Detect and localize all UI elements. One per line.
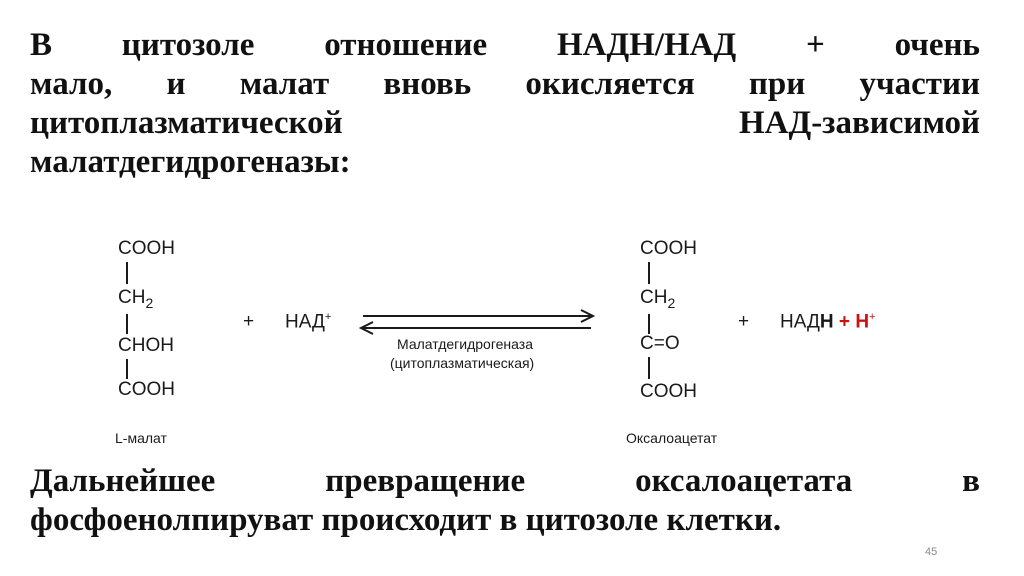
- intro-line-1: В цитозоле отношение НАДН/НАД + очень: [30, 27, 980, 63]
- oxaloacetate-bond-3: [648, 357, 650, 379]
- intro-line-4: малатдегидрогеназы:: [30, 144, 351, 180]
- oxaloacetate-co: C=O: [640, 333, 680, 354]
- proton: Н: [855, 311, 870, 333]
- conclusion-line-1: Дальнейшее превращение оксалоацетата в: [30, 463, 980, 499]
- malate-bond-1: [126, 262, 128, 284]
- enzyme-location: (цитоплазматическая): [390, 355, 535, 371]
- oxaloacetate-ch2: $CH_2$: [640, 287, 676, 311]
- nadh-product: НАДН + Н+: [780, 311, 876, 333]
- oxaloacetate-cooh-top: COOH: [640, 238, 697, 259]
- oxaloacetate-cooh-bottom: COOH: [640, 381, 697, 402]
- conclusion-paragraph: [30, 462, 980, 540]
- oxaloacetate-bond-2: [648, 314, 650, 334]
- plus-sign-2: +: [738, 311, 750, 332]
- malate-cooh-top: COOH: [118, 238, 175, 259]
- equilibrium-arrows: [355, 308, 600, 338]
- nad-reactant: НАД+: [285, 311, 332, 333]
- intro-line-3: цитоплазматической НАД-зависимой: [30, 105, 980, 141]
- conclusion-line-2: фосфоенолпируват происходит в цитозоле клетки.: [30, 502, 782, 538]
- malate-ch2: $CH_2$: [118, 287, 154, 311]
- malate-name: L-малат: [115, 430, 167, 446]
- plus-sign-3: +: [838, 311, 851, 333]
- slide-number: 45: [925, 546, 938, 558]
- plus-sign-1: +: [243, 311, 255, 332]
- malate-choh: CHOH: [118, 335, 174, 356]
- malate-bond-2: [126, 314, 128, 334]
- enzyme-name: Малатдегидрогеназа: [397, 336, 533, 352]
- malate-cooh-bottom: COOH: [118, 379, 175, 400]
- oxaloacetate-name: Оксалоацетат: [626, 430, 718, 446]
- intro-paragraph: [30, 26, 980, 182]
- malate-bond-3: [126, 359, 128, 379]
- intro-line-2: мало, и малат вновь окисляется при участии: [30, 66, 980, 102]
- oxaloacetate-bond-1: [648, 262, 650, 284]
